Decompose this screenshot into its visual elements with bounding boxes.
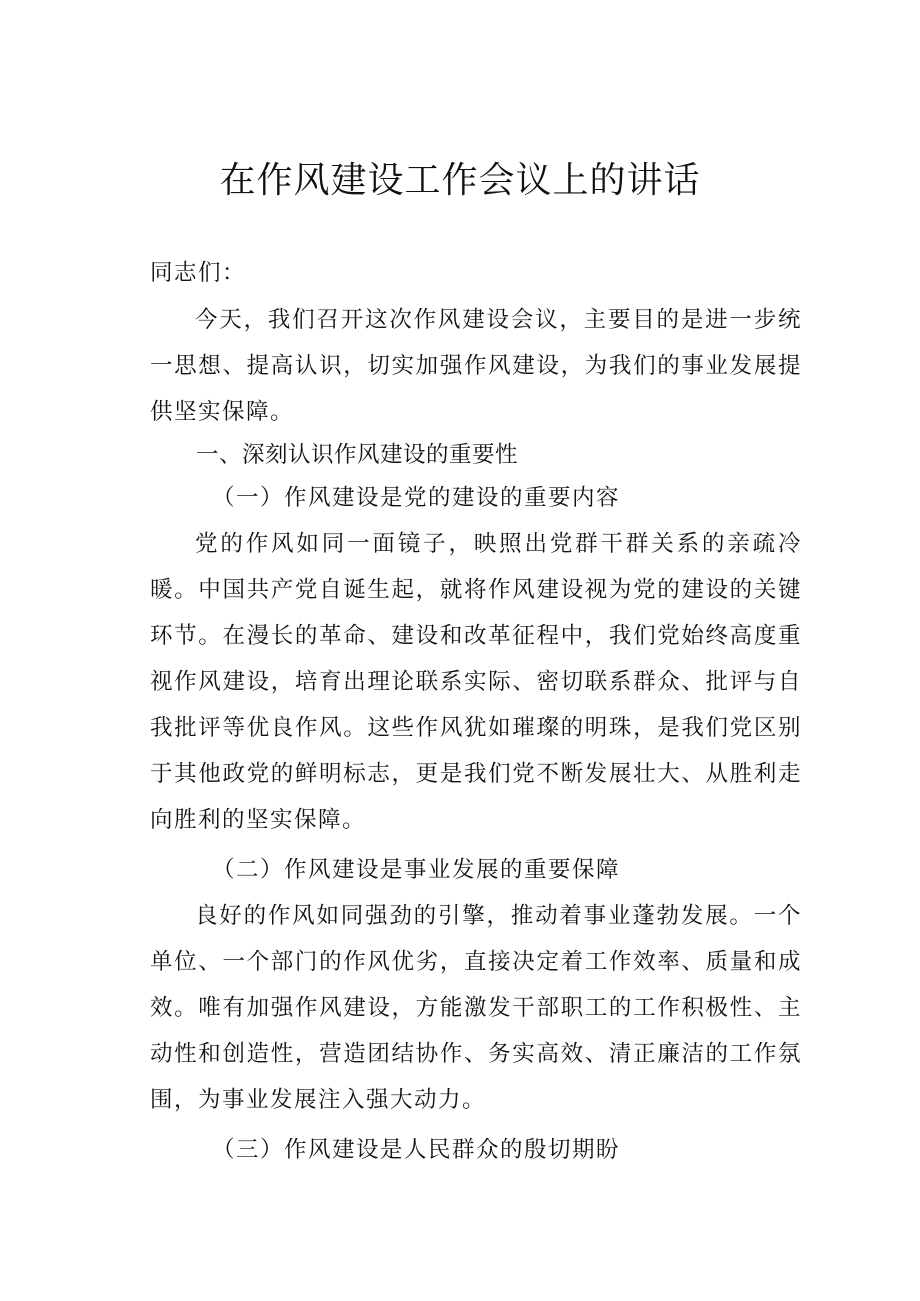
subsection-heading-2: （二）作风建设是事业发展的重要保障: [212, 857, 621, 883]
section-heading-1: 一、深刻认识作风建设的重要性: [196, 442, 519, 468]
intro-paragraph: 今天，我们召开这次作风建设会议，主要目的是进一步统一思想、提高认识，切实加强作风建设，为我们的事业发展提供坚实保障。: [150, 307, 802, 425]
salutation: 同志们：: [150, 260, 247, 286]
subsection-paragraph-2: 良好的作风如同强劲的引擎，推动着事业蓬勃发展。一个单位、一个部门的作风优劣，直接决定着工作效率、质量和成效。唯有加强作风建设，方能激发干部职工的工作积极性、主动性和创造性，营造团结协作、务实高效、清正廉洁的工作氛围，为事业发展注入强大动力。: [150, 903, 802, 1113]
document-title: 在作风建设工作会议上的讲话: [219, 160, 701, 201]
subsection-heading-3: （三）作风建设是人民群众的殷切期盼: [212, 1137, 621, 1163]
subsection-paragraph-1: 党的作风如同一面镜子，映照出党群干群关系的亲疏冷暖。中国共产党自诞生起，就将作风建设视为党的建设的关键环节。在漫长的革命、建设和改革征程中，我们党始终高度重视作风建设，培育出理论联系实际、密切联系群众、批评与自我批评等优良作风。这些作风犹如璀璨的明珠，是我们党区别于其他政党的鲜明标志，更是我们党不断发展壮大、从胜利走向胜利的坚实保障。: [150, 531, 802, 833]
document-body: [150, 250, 802, 1173]
subsection-heading-1: （一）作风建设是党的建设的重要内容: [212, 485, 621, 511]
